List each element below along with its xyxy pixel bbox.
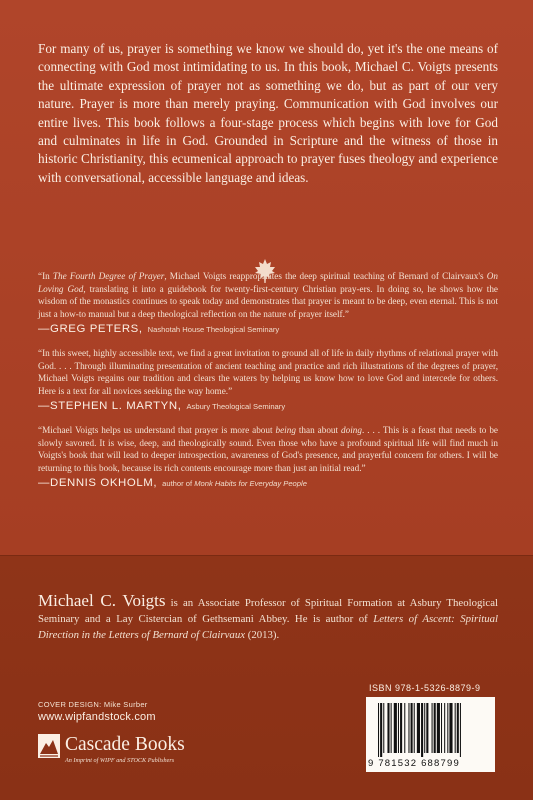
reviewer-affiliation [162, 478, 307, 491]
quote-title: The Fourth Degree of Prayer [52, 271, 165, 281]
barcode-bar [408, 703, 409, 753]
barcode-bar [380, 703, 382, 757]
barcode-bar [391, 703, 392, 753]
quote-title: On Loving God [38, 271, 498, 294]
review-1 [38, 270, 498, 337]
cover-design-credit: COVER DESIGN: Mike Surber [38, 700, 148, 709]
quote-text: . . . . This is a feast that needs to be slowly savored. It is wise, deep, and theologically sound. Even those who have a profound spiritual life will find much in Voigts's book that will lead to deeper introspection, awareness of God's presence, and prayerful concern for others. I will be returning to this book, because its rich contents encourage more than just an initial read.” [38, 424, 498, 473]
quote-text: than about [295, 424, 342, 435]
reviewer-name: —GREG PETERS, [38, 323, 143, 336]
review-quote [38, 424, 498, 474]
publisher-logo [38, 734, 185, 764]
barcode-bar [394, 703, 397, 753]
review-attribution [38, 323, 498, 337]
quote-text: , Michael Voigts reappropriates the deep spiritual teaching of Bernard of Clairvaux's [164, 271, 487, 281]
barcode-bar [424, 703, 425, 753]
review-3 [38, 424, 498, 491]
barcode-bar [398, 703, 399, 753]
barcode-bar [441, 703, 442, 753]
barcode-bar [421, 703, 423, 757]
publisher-website: www.wipfandstock.com [38, 711, 156, 723]
barcode-digits: 9 781532 688799 [368, 758, 460, 769]
barcode-bar [444, 703, 445, 753]
author-bio [38, 593, 498, 643]
mountain-logo-icon [38, 734, 60, 758]
barcode-bar [426, 703, 428, 753]
barcode-bar [449, 703, 452, 753]
barcode-bar [460, 703, 461, 757]
barcode-bars [378, 703, 483, 757]
publisher-text [65, 734, 185, 764]
review-quote [38, 270, 498, 320]
quote-text: , translating it into a guidebook for twenty-first-century Christian pray-ers. In doing so, he shows how the wisdom of the monastics continues to speak today and demonstrates that prayer is meant to be deep, even eternal. This is not just a how-to manual but a deep theological reflection on the nature of prayer itself.” [38, 283, 498, 319]
affiliation-text: author of [162, 479, 195, 489]
credits [38, 700, 156, 723]
barcode-bar [437, 703, 440, 753]
barcode-bar [417, 703, 420, 753]
review-2 [38, 347, 498, 414]
affiliation-book-title: Monk Habits for Everyday People [194, 479, 307, 489]
isbn-label: ISBN 978-1-5326-8879-9 [369, 683, 481, 693]
publisher-name: Cascade Books [65, 734, 185, 755]
barcode-bar [447, 703, 448, 753]
reviewer-affiliation: Nashotah House Theological Seminary [147, 325, 280, 335]
barcode-bar [457, 703, 459, 753]
quote-emphasis: doing [341, 424, 362, 435]
barcode-bar [387, 703, 389, 753]
reviewer-name: —DENNIS OKHOLM, [38, 477, 158, 490]
author-book-title: Letters of Ascent: Spiritual Direction in the Letters of Bernard of Clairvaux [38, 613, 499, 641]
review-attribution [38, 400, 498, 414]
quote-emphasis: being [275, 424, 296, 435]
author-bio-text: is an Associate Professor of Spiritual Formation at Asbury Theological Seminary and a Lay Cistercian of Gethsemani Abbey. He is author of [38, 597, 498, 625]
barcode-bar [378, 703, 379, 757]
barcode-bar [411, 703, 413, 753]
barcode-bar [455, 703, 456, 753]
author-name: Michael C. Voigts [38, 591, 166, 610]
barcode-bar [383, 703, 384, 753]
barcode-bar [434, 703, 436, 753]
quote-text: “In [38, 271, 53, 281]
barcode-bar [400, 703, 402, 753]
book-description: For many of us, prayer is something we know we should do, yet it's the one means of connecting with God most intimidating to us. In this book, Michael C. Voigts presents the ultimate expression of prayer not as something we do, but as part of our very nature. Prayer is more than merely praying. Communication with God involves our entire lives. This book follows a four-stage process which begins with love for God and culminates in life in God. Grounded in Scripture and the witness of those in historic Christianity, this ecumenical approach to prayer fuses theology and experience with conversational, accessible language and ideas. [38, 41, 498, 185]
quote-text: “Michael Voigts helps us understand that prayer is more about [38, 424, 276, 435]
author-bio-text: (2013). [245, 629, 280, 641]
publisher-tagline: An Imprint of WIPF and STOCK Publishers [65, 757, 175, 764]
barcode-bar [414, 703, 415, 753]
barcode-bar [404, 703, 405, 753]
barcode-bar [432, 703, 433, 753]
reviewer-affiliation: Asbury Theological Seminary [186, 402, 286, 412]
review-quote: “In this sweet, highly accessible text, we find a great invitation to ground all of life in daily rhythms of relational prayer with God. . . . Through illuminating presentation of ancient teaching and practice and rich illustrations of the degrees of prayer, Michael Voigts regains our tradition and clears the waters by helping us know how to love God and intercede for others. Here is a text for all novices seeking the way home.” [38, 347, 498, 396]
endorsements [38, 270, 498, 501]
barcode [366, 697, 495, 772]
reviewer-name: —STEPHEN L. MARTYN, [38, 400, 182, 413]
review-attribution [38, 477, 498, 491]
